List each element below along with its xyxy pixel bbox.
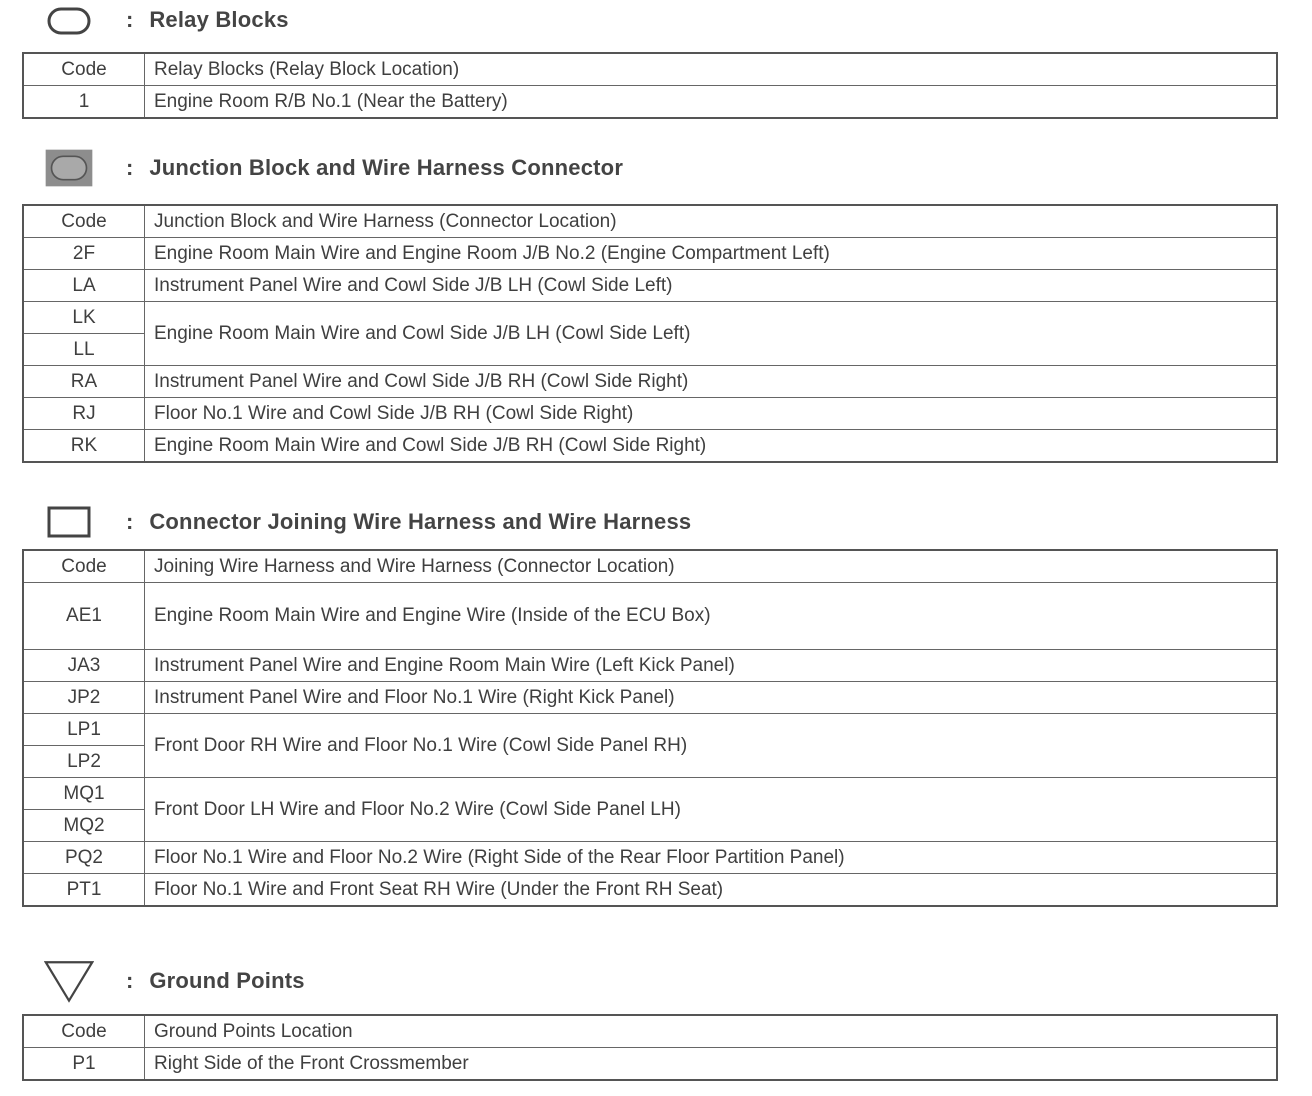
table-row xyxy=(23,874,1277,907)
relay-blocks-table xyxy=(22,52,1278,119)
row-description: Instrument Panel Wire and Cowl Side J/B RH (Cowl Side Right) xyxy=(145,366,1278,398)
header-description: Joining Wire Harness and Wire Harness (Connector Location) xyxy=(145,550,1278,583)
row-code: JP2 xyxy=(23,682,145,714)
row-description: Engine Room Main Wire and Engine Wire (Inside of the ECU Box) xyxy=(145,583,1278,650)
table-header-row xyxy=(23,1015,1277,1048)
colon: : xyxy=(126,509,134,534)
section-title: Connector Joining Wire Harness and Wire Harness xyxy=(149,509,692,534)
header-code: Code xyxy=(23,205,145,238)
table-row xyxy=(23,398,1277,430)
junction-block-table xyxy=(22,204,1278,463)
table-row xyxy=(23,430,1277,463)
table-header-row xyxy=(23,205,1277,238)
downward-triangle-icon xyxy=(44,956,94,1006)
row-description: Instrument Panel Wire and Engine Room Main Wire (Left Kick Panel) xyxy=(145,650,1278,682)
row-code: 1 xyxy=(23,86,145,119)
table-row xyxy=(23,842,1277,874)
row-code: 2F xyxy=(23,238,145,270)
row-code: RJ xyxy=(23,398,145,430)
row-code: LL xyxy=(23,334,145,366)
row-code: LP2 xyxy=(23,746,145,778)
row-description: Front Door RH Wire and Floor No.1 Wire (Cowl Side Panel RH) xyxy=(145,714,1278,778)
row-code: AE1 xyxy=(23,583,145,650)
row-code: JA3 xyxy=(23,650,145,682)
row-code: RA xyxy=(23,366,145,398)
section-heading-connector-joining xyxy=(44,502,691,542)
row-description: Engine Room Main Wire and Cowl Side J/B RH (Cowl Side Right) xyxy=(145,430,1278,463)
row-code: LA xyxy=(23,270,145,302)
connector-joining-table xyxy=(22,549,1278,907)
row-description: Floor No.1 Wire and Cowl Side J/B RH (Cowl Side Right) xyxy=(145,398,1278,430)
table-header-row xyxy=(23,550,1277,583)
colon: : xyxy=(126,155,134,180)
row-code: LP1 xyxy=(23,714,145,746)
row-description: Instrument Panel Wire and Cowl Side J/B LH (Cowl Side Left) xyxy=(145,270,1278,302)
row-code: MQ2 xyxy=(23,810,145,842)
rounded-rectangle-icon xyxy=(44,0,94,40)
header-code: Code xyxy=(23,1015,145,1048)
table-row xyxy=(23,366,1277,398)
section-title: Ground Points xyxy=(149,968,305,993)
section-heading-ground-points xyxy=(44,956,305,1006)
table-row xyxy=(23,583,1277,650)
table-header-row xyxy=(23,53,1277,86)
section-title: Junction Block and Wire Harness Connector xyxy=(149,155,624,180)
table-row xyxy=(23,682,1277,714)
header-description: Junction Block and Wire Harness (Connector Location) xyxy=(145,205,1278,238)
row-description: Floor No.1 Wire and Floor No.2 Wire (Right Side of the Rear Floor Partition Panel) xyxy=(145,842,1278,874)
row-description: Front Door LH Wire and Floor No.2 Wire (Cowl Side Panel LH) xyxy=(145,778,1278,842)
row-code: PQ2 xyxy=(23,842,145,874)
header-description: Relay Blocks (Relay Block Location) xyxy=(145,53,1278,86)
colon: : xyxy=(126,968,134,993)
section-heading-relay-blocks xyxy=(44,0,289,40)
row-code: MQ1 xyxy=(23,778,145,810)
row-description: Engine Room R/B No.1 (Near the Battery) xyxy=(145,86,1278,119)
table-row xyxy=(23,302,1277,334)
table-row xyxy=(23,86,1277,119)
table-row xyxy=(23,650,1277,682)
square-rectangle-icon xyxy=(44,502,94,542)
row-description: Instrument Panel Wire and Floor No.1 Wire (Right Kick Panel) xyxy=(145,682,1278,714)
row-description: Right Side of the Front Crossmember xyxy=(145,1048,1278,1081)
section-heading-junction-block xyxy=(44,148,623,188)
row-code: LK xyxy=(23,302,145,334)
row-description: Floor No.1 Wire and Front Seat RH Wire (Under the Front RH Seat) xyxy=(145,874,1278,907)
section-title: Relay Blocks xyxy=(149,7,289,32)
row-description: Engine Room Main Wire and Cowl Side J/B LH (Cowl Side Left) xyxy=(145,302,1278,366)
row-code: PT1 xyxy=(23,874,145,907)
row-code: P1 xyxy=(23,1048,145,1081)
table-row xyxy=(23,714,1277,746)
ground-points-table xyxy=(22,1014,1278,1081)
shaded-rounded-rectangle-icon xyxy=(44,148,94,188)
table-row xyxy=(23,778,1277,810)
table-row xyxy=(23,270,1277,302)
table-row xyxy=(23,238,1277,270)
row-description: Engine Room Main Wire and Engine Room J/B No.2 (Engine Compartment Left) xyxy=(145,238,1278,270)
row-code: RK xyxy=(23,430,145,463)
colon: : xyxy=(126,7,134,32)
header-description: Ground Points Location xyxy=(145,1015,1278,1048)
header-code: Code xyxy=(23,53,145,86)
header-code: Code xyxy=(23,550,145,583)
table-row xyxy=(23,1048,1277,1081)
